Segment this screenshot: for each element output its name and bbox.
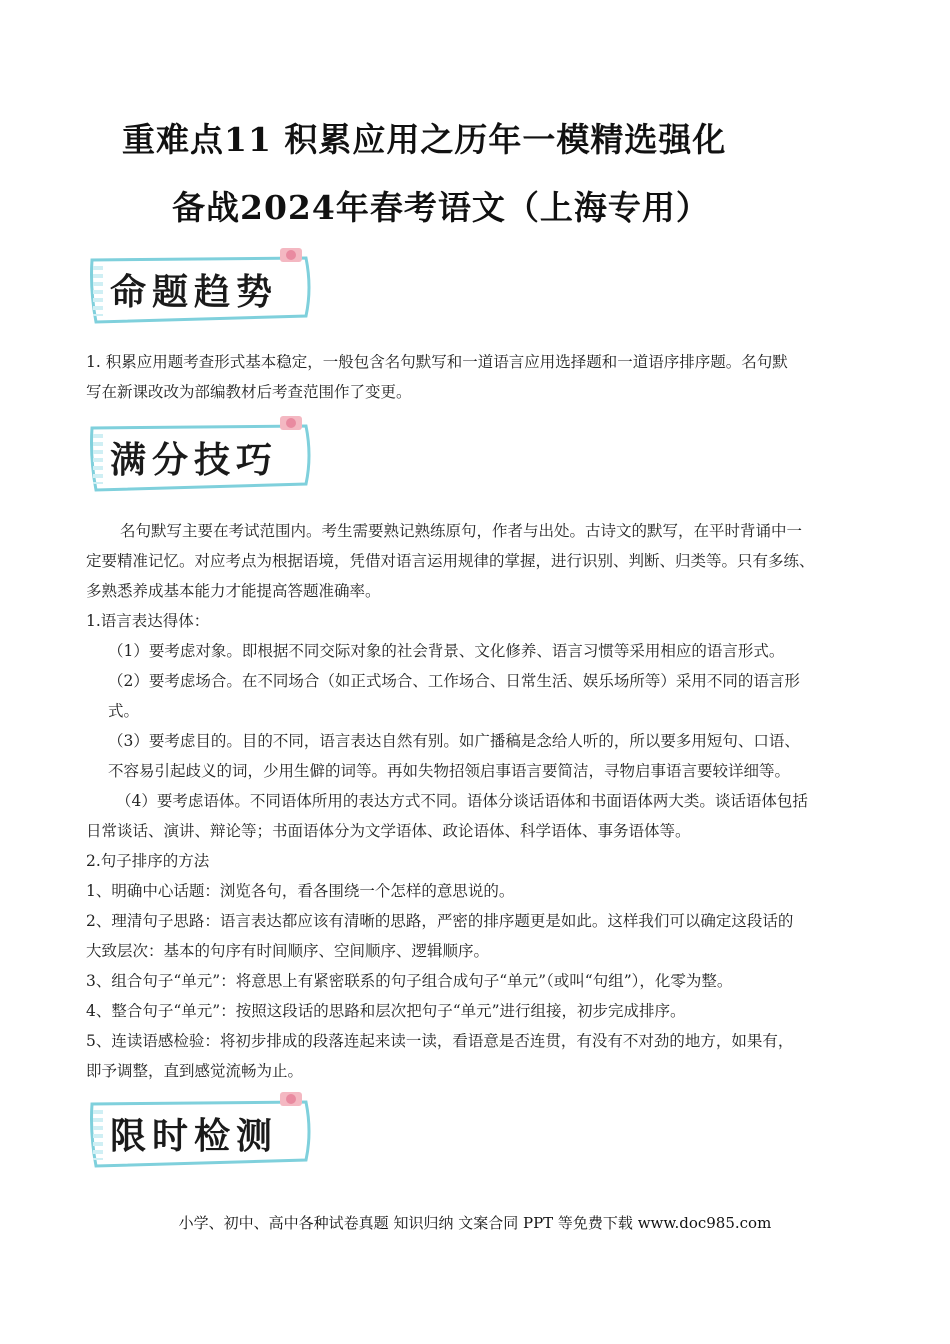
banner-test-label: 限时检测 (110, 1116, 279, 1157)
skill-line-9: 不容易引起歧义的词，少用生僻的词等。再如失物招领启事语言要简洁，寻物启事语言要较详细等。 (108, 762, 791, 780)
banner-trend-label: 命题趋势 (110, 272, 279, 313)
page-footer: 小学、初中、高中各种试卷真题 知识归纳 文案合同 PPT 等免费下载 www.doc985.com (178, 1214, 772, 1232)
skill-line-6: （2）要考虑场合。在不同场合（如正式场合、工作场合、日常生活、娱乐场所等）采用不同的语言形 (108, 672, 800, 690)
skill-line-1: 名句默写主要在考试范围内。考生需要熟记熟练原句，作者与出处。古诗文的默写，在平时背诵中一 (120, 522, 803, 540)
section-banner-skill (84, 414, 316, 496)
skill-line-5: （1）要考虑对象。即根据不同交际对象的社会背景、文化修养、语言习惯等采用相应的语言形式。 (108, 642, 785, 660)
skill-line-8: （3）要考虑目的。目的不同，语言表达自然有别。如广播稿是念给人听的，所以要多用短句、口语、 (108, 732, 800, 750)
skill-line-4: 1.语言表达得体： (86, 612, 210, 630)
skill-line-19: 即予调整，直到感觉流畅为止。 (86, 1062, 304, 1080)
skill-line-18: 5、连读语感检验：将初步排成的段落连起来读一读，看语意是否连贯，有没有不对劲的地方，如果有， (86, 1032, 794, 1050)
skill-line-14: 2、理清句子思路：语言表达都应该有清晰的思路，严密的排序题更是如此。这样我们可以确定这段话的 (86, 912, 794, 930)
skill-line-2: 定要精准记忆。对应考点为根据语境，凭借对语言运用规律的掌握，进行识别、判断、归类等。只有多练、 (86, 552, 815, 570)
section-banner-trend (84, 246, 316, 328)
skill-line-16: 3、组合句子“单元”：将意思上有紧密联系的句子组合成句子“单元”（或叫“句组”），化零为整。 (86, 972, 733, 990)
skill-line-12: 2.句子排序的方法 (86, 852, 210, 870)
trend-line-1: 1. 积累应用题考查形式基本稳定，一般包含名句默写和一道语言应用选择题和一道语序排序题。名句默 (86, 353, 788, 371)
skill-line-11: 日常谈话、演讲、辩论等；书面语体分为文学语体、政论语体、科学语体、事务语体等。 (86, 822, 691, 840)
title-line-2: 备战2024年春考语文（上海专用） (172, 188, 710, 227)
skill-line-15: 大致层次：基本的句序有时间顺序、空间顺序、逻辑顺序。 (86, 942, 490, 960)
title-line-1: 重难点11 积累应用之历年一模精选强化 (122, 120, 727, 159)
skill-line-3: 多熟悉养成基本能力才能提高答题准确率。 (86, 582, 381, 600)
skill-line-7: 式。 (108, 702, 140, 720)
skill-line-13: 1、明确中心话题：浏览各句，看各围绕一个怎样的意思说的。 (86, 882, 515, 900)
banner-skill-label: 满分技巧 (110, 440, 279, 481)
skill-line-10: （4）要考虑语体。不同语体所用的表达方式不同。语体分谈话语体和书面语体两大类。谈话语体包括 (116, 792, 808, 810)
trend-line-2: 写在新课改改为部编教材后考查范围作了变更。 (86, 383, 412, 401)
section-banner-test (84, 1090, 316, 1172)
skill-line-17: 4、整合句子“单元”：按照这段话的思路和层次把句子“单元”进行组接，初步完成排序。 (86, 1002, 686, 1020)
